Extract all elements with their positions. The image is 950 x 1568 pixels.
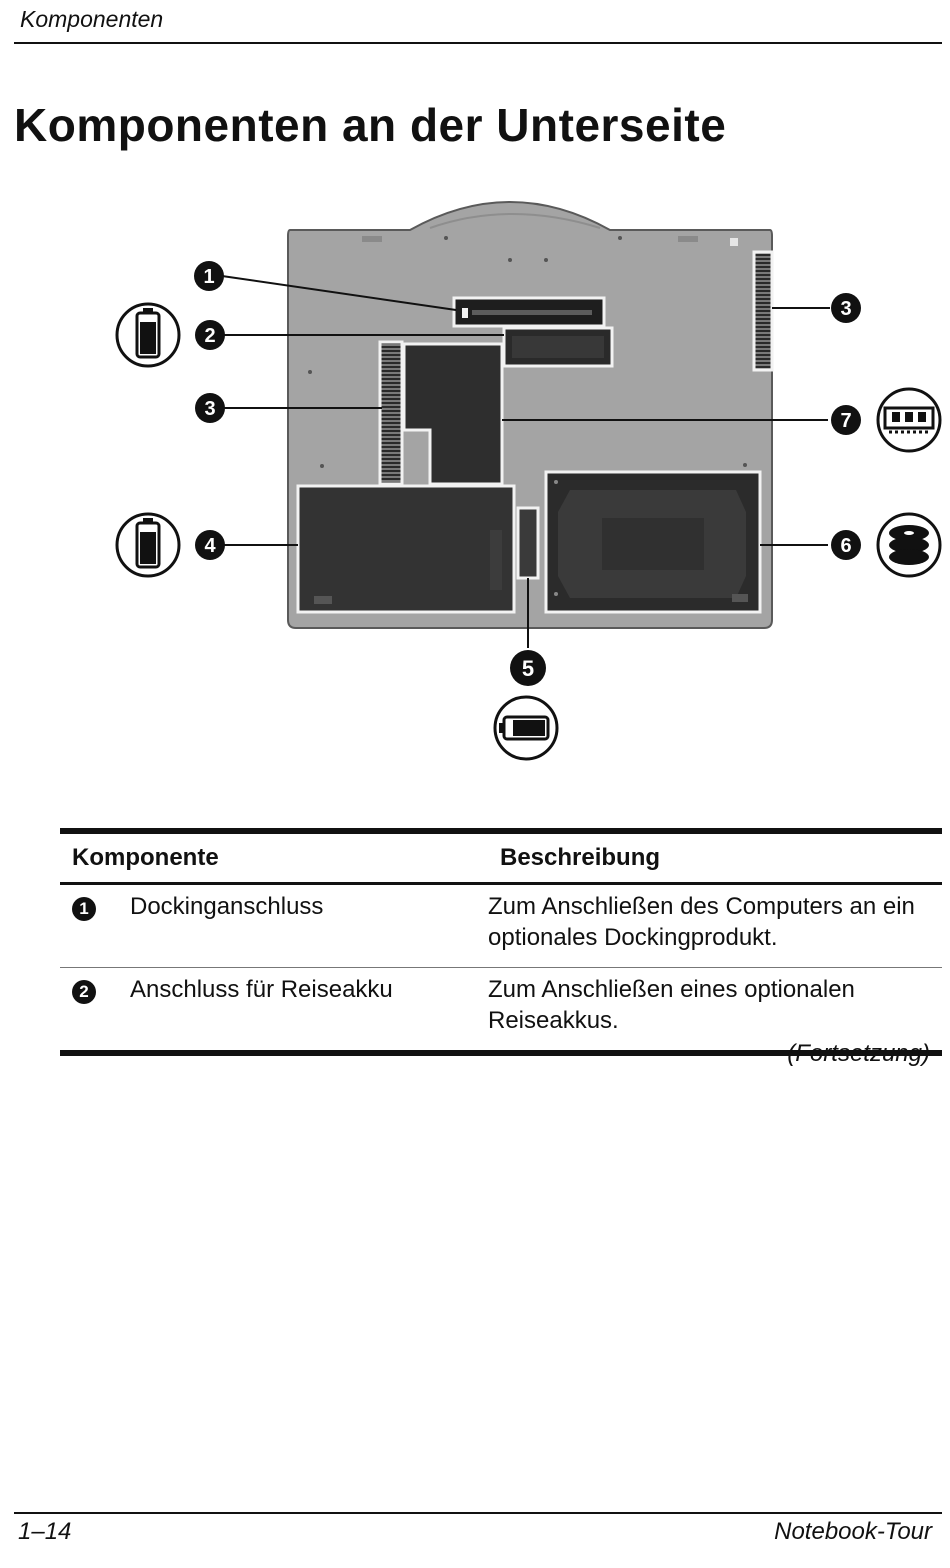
component-description: Zum Anschließen des Computers an ein optionales Dockingprodukt. <box>488 884 942 968</box>
callout-5 <box>510 650 546 686</box>
header-rule <box>14 42 942 44</box>
svg-text:4: 4 <box>204 535 216 557</box>
page-number: 1–14 <box>18 1518 72 1545</box>
svg-text:3: 3 <box>840 298 852 320</box>
component-description: Zum Anschließen eines optionalen Reiseakkus. <box>488 968 942 1054</box>
chapter-name: Notebook-Tour <box>774 1518 932 1545</box>
callout-4 <box>195 530 225 560</box>
running-header: Komponenten <box>20 6 164 32</box>
header-component: Komponente <box>60 831 488 884</box>
memory-module-icon <box>878 389 940 451</box>
svg-text:1: 1 <box>203 266 215 288</box>
right-vent-graphic <box>754 252 772 370</box>
svg-text:5: 5 <box>521 656 535 681</box>
svg-text:6: 6 <box>840 535 852 557</box>
component-name: Anschluss für Reiseakku <box>130 968 488 1054</box>
callout-6 <box>831 530 861 560</box>
page-title: Komponenten an der Unterseite <box>14 99 727 151</box>
callout-1 <box>194 261 224 291</box>
battery-horizontal-icon <box>495 697 557 759</box>
travel-battery-connector-graphic <box>504 328 612 366</box>
notebook-bottom-figure <box>100 200 950 770</box>
svg-text:2: 2 <box>204 325 216 347</box>
continued-note: (Fortsetzung) <box>787 1040 930 1067</box>
callout-3-left <box>195 393 225 423</box>
row-number-badge: 2 <box>72 980 96 1004</box>
hard-drive-bay-graphic <box>546 472 760 612</box>
battery-bay-graphic <box>298 486 514 612</box>
table-header-row <box>60 831 942 884</box>
left-vent-graphic <box>380 342 402 484</box>
table-row <box>60 884 942 968</box>
battery-release-latch-graphic <box>518 508 538 578</box>
callout-7 <box>831 405 861 435</box>
battery-icon <box>117 304 179 366</box>
hard-drive-icon <box>878 514 940 576</box>
svg-text:7: 7 <box>840 410 852 432</box>
battery-icon <box>117 514 179 576</box>
docking-connector-graphic <box>454 298 604 326</box>
footer-rule <box>14 1512 942 1514</box>
header-description: Beschreibung <box>488 831 942 884</box>
callout-2 <box>195 320 225 350</box>
row-number-badge: 1 <box>72 897 96 921</box>
component-name: Dockinganschluss <box>130 884 488 968</box>
callout-3-right <box>831 293 861 323</box>
components-table <box>60 828 942 1056</box>
svg-text:3: 3 <box>204 398 216 420</box>
